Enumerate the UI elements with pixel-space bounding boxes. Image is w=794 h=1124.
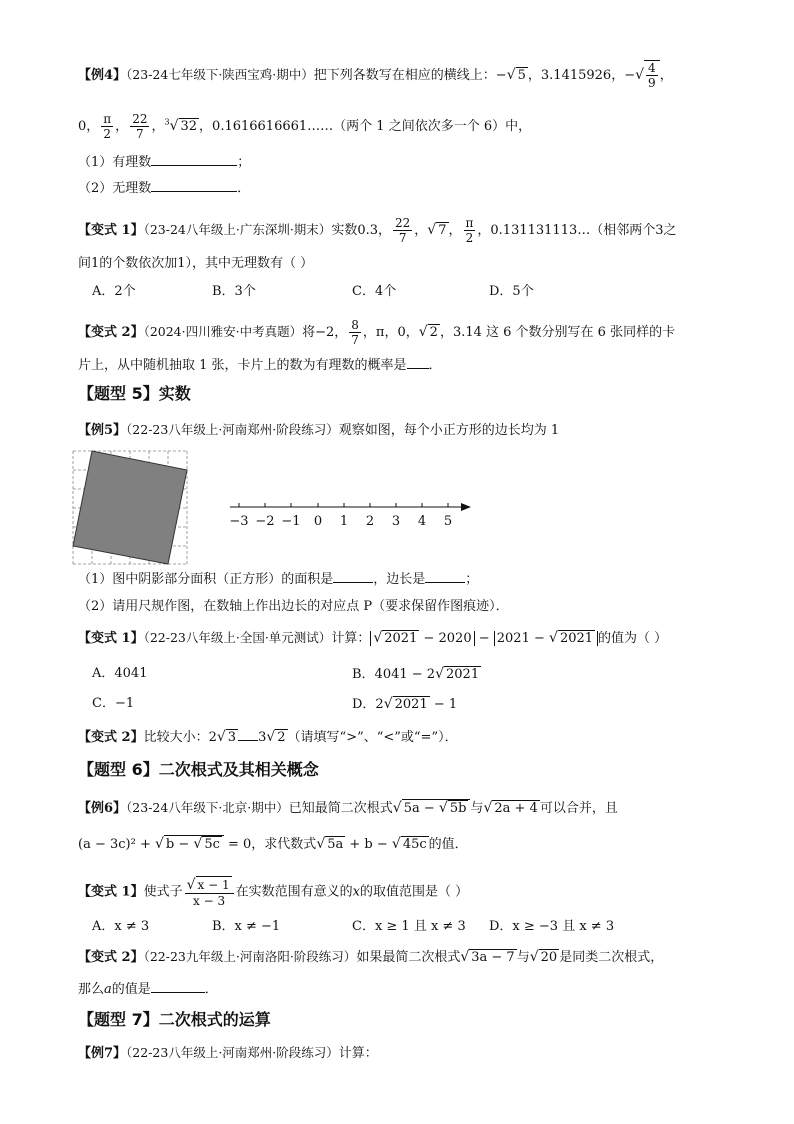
section-title: 【题型 6】二次根式及其相关概念 — [78, 760, 319, 779]
v2b-line1: 【变式 2】比较大小：2√ 3 3√ 2 （请填写“>”、“<”或“=”）． — [78, 729, 458, 745]
v2c-line1: 【变式 2】（22-23九年级上·河南洛阳·阶段练习）如果最简二次根式√ 3a − 7 与√ 20 是同类二次根式， — [78, 949, 664, 965]
tick-label: 1 — [339, 514, 349, 529]
answer-blank[interactable] — [238, 728, 258, 741]
ex4-q2: （2）无理数 ． — [78, 181, 251, 196]
shaded-square — [73, 451, 187, 564]
v1a-line1: 【变式 1】（23-24八年级上·广东深圳·期末）实数0.3， $\frac{22}{7}$ ，√ 7 ， $\frac{\pi}{2}$ ，0.131131113…（相邻两个3之 — [78, 216, 677, 245]
tick-label: −3 — [229, 514, 249, 529]
tick-label: 0 — [313, 514, 323, 529]
number-line — [225, 495, 475, 529]
ex5-q1: （1）图中阴影部分面积（正方形）的面积是 ，边长是 ； — [78, 572, 479, 587]
ex7-line1: 【例7】（22-23八年级上·河南郑州·阶段练习）计算： — [78, 1045, 378, 1061]
answer-blank[interactable] — [151, 153, 237, 166]
tick-label: 4 — [417, 514, 427, 529]
option-a[interactable]: A．x ≠ 3 — [92, 919, 150, 934]
v1b-line1: 【变式 1】（22-23八年级上·全国·单元测试）计算： √ 2021 − 2020 − 2021 − √ 2021 的值为（ ） — [78, 630, 668, 646]
v1a-label: 【变式 1】 — [78, 223, 144, 238]
v1a-line2: 间1的个数依次加1），其中无理数有（ ） — [78, 256, 314, 271]
answer-blank[interactable] — [151, 980, 205, 993]
v2a-line2: 片上，从中随机抽取 1 张，卡片上的数为有理数的概率是 ． — [78, 358, 442, 373]
section-title: 【题型 5】实数 — [78, 384, 191, 403]
v1c-line1: 【变式 1】使式子 $\frac{√ x - 1}{x - 3}$ 在实数范围有意义的x的取值范围是（ ） — [78, 877, 469, 908]
ex4-q1: （1）有理数 ； — [78, 155, 251, 170]
option-d[interactable]: D．x ≥ −3 且 x ≠ 3 — [489, 919, 615, 934]
ex5-q2: （2）请用尺规作图，在数轴上作出边长的对应点 P（要求保留作图痕迹）． — [78, 599, 509, 614]
ex4-line1: 【例4】（23-24七年级下·陕西宝鸡·期中）把下列各数写在相应的横线上：−√ 5 ，3.1415926，−√ $\frac{4}{9}$ ， — [78, 61, 673, 90]
ex5-line1: 【例5】（22-23八年级上·河南郑州·阶段练习）观察如图，每个小正方形的边长均为 1 — [78, 422, 560, 438]
tick-label: −1 — [281, 514, 301, 529]
answer-blank[interactable] — [425, 570, 465, 583]
option-c[interactable]: C．4个 — [352, 284, 397, 299]
section-title: 【题型 7】二次根式的运算 — [78, 1010, 271, 1029]
tick-label: 5 — [443, 514, 453, 529]
grid-figure — [72, 450, 188, 565]
tick-label: −2 — [255, 514, 275, 529]
ex6-line2: (a − 3c)² + √ b − √ 5c = 0，求代数式√ 5a + b − √ 45c 的值． — [78, 836, 468, 852]
v2a-line1: 【变式 2】（2024·四川雅安·中考真题）将−2， $\frac{8}{7}$ ，π，0，√ 2 ，3.14 这 6 个数分别写在 6 张同样的卡 — [78, 318, 676, 347]
answer-blank[interactable] — [333, 570, 373, 583]
tick-label: 2 — [365, 514, 375, 529]
option-a[interactable]: A．2个 — [92, 284, 136, 299]
ex4-source: （23-24七年级下·陕西宝鸡·期中） — [126, 67, 314, 82]
answer-blank[interactable] — [151, 179, 237, 192]
answer-blank[interactable] — [407, 356, 429, 369]
option-b[interactable]: B．x ≠ −1 — [212, 919, 281, 934]
ex6-line1: 【例6】（23-24八年级下·北京·期中）已知最简二次根式√ 5a − √ 5b 与√ 2a + 4 可以合并，且 — [78, 800, 618, 816]
ex4-line2: 0， $\frac{\pi}{2}$ ， $\frac{22}{7}$ ，$^3$√ 32 ，0.1616616661……（两个 1 之间依次多一个 6）中， — [78, 112, 532, 141]
option-b[interactable]: B．3个 — [212, 284, 256, 299]
option-d[interactable]: D．5个 — [489, 284, 534, 299]
option-c[interactable]: C．x ≥ 1 且 x ≠ 3 — [352, 919, 466, 934]
tick-label: 3 — [391, 514, 401, 529]
option-d[interactable]: D．2√ 2021 − 1 — [352, 696, 458, 712]
ex4-label: 【例4】 — [78, 68, 127, 83]
option-c[interactable]: C．−1 — [92, 696, 135, 711]
option-a[interactable]: A．4041 — [92, 666, 148, 681]
v2c-line2: 那么a的值是 ． — [78, 982, 218, 997]
option-b[interactable]: B．4041 − 2√ 2021 — [352, 666, 480, 682]
